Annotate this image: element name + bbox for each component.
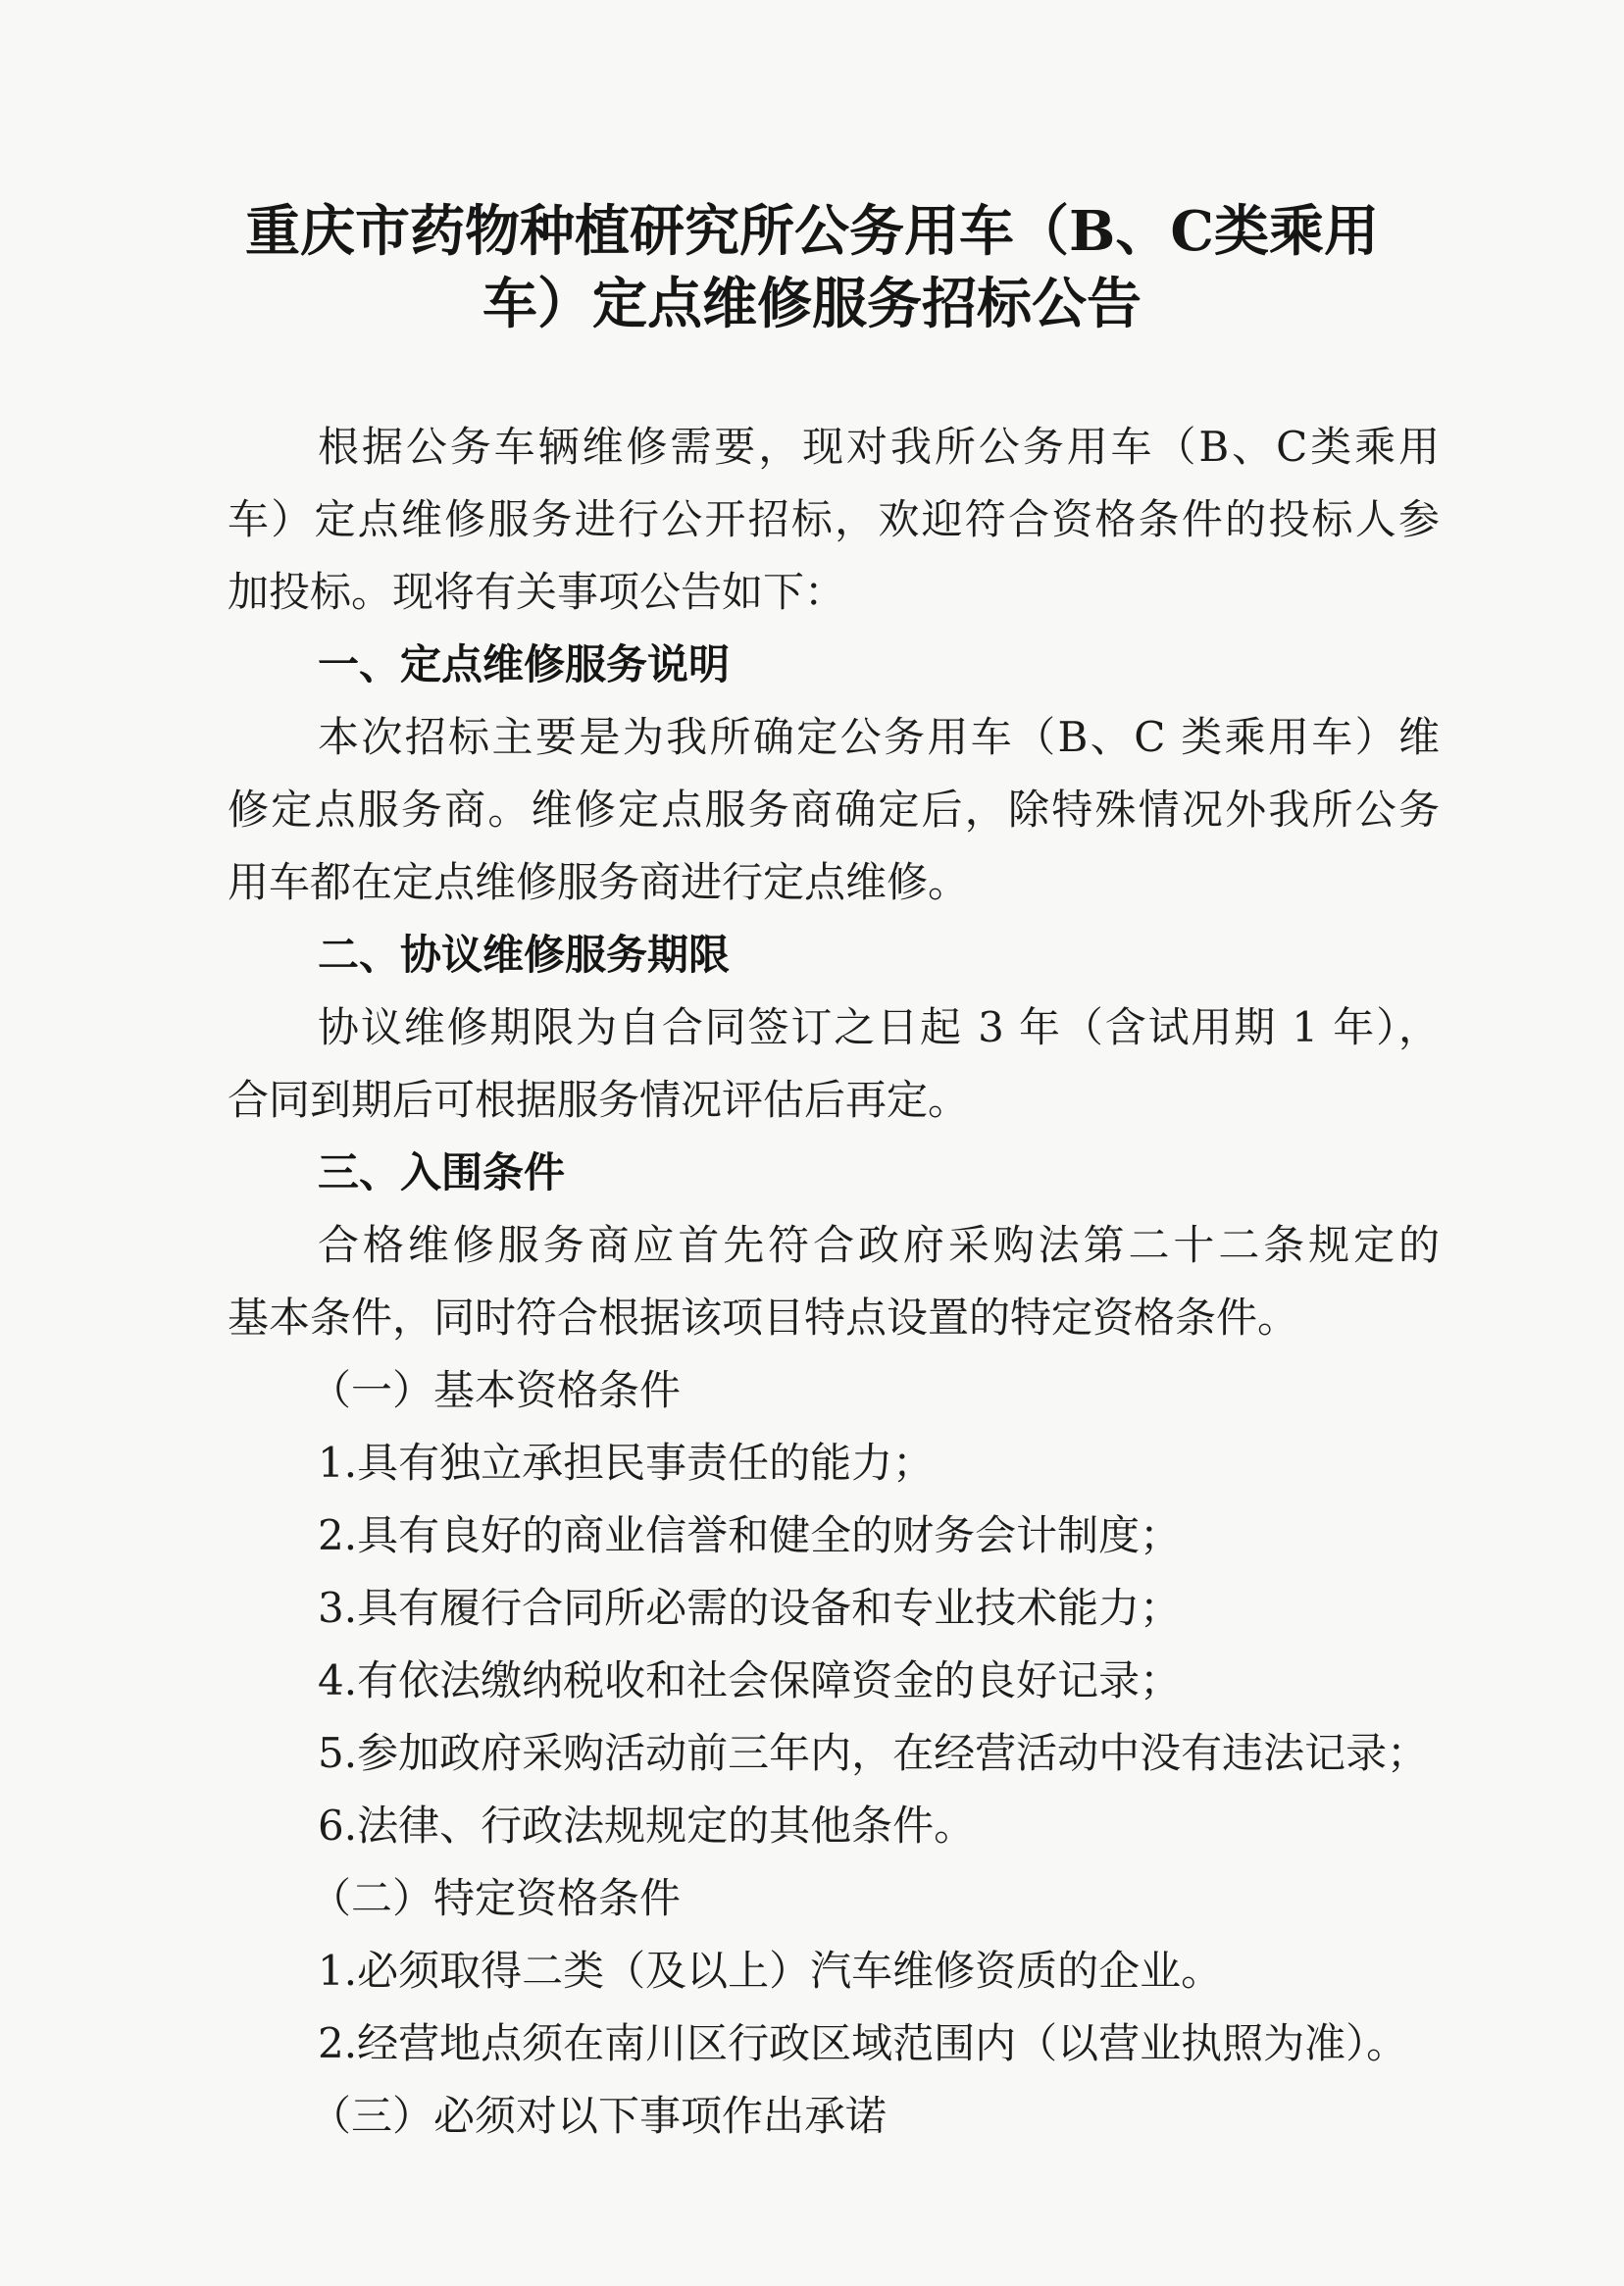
intro-line-1: 根据公务车辆维修需要，现对我所公务用车（B、C类乘用: [318, 423, 1440, 471]
section-1-line-2: 修定点服务商。维修定点服务商确定后，除特殊情况外我所公务: [228, 786, 1440, 834]
section-3-line-2: 基本条件，同时符合根据该项目特点设置的特定资格条件。: [228, 1294, 1299, 1342]
basic-item-6: 6.法律、行政法规规定的其他条件。: [318, 1802, 976, 1850]
specific-qualifications-heading: （二）特定资格条件: [310, 1874, 682, 1922]
basic-item-2: 2.具有良好的商业信誉和健全的财务会计制度；: [318, 1511, 1182, 1559]
document-title-line-2: 车）定点维修服务招标公告: [482, 272, 1142, 336]
basic-item-1: 1.具有独立承担民事责任的能力；: [318, 1439, 935, 1487]
section-2-heading: 二、协议维修服务期限: [318, 931, 731, 979]
section-3-heading: 三、入围条件: [318, 1148, 566, 1196]
section-3-line-1: 合格维修服务商应首先符合政府采购法第二十二条规定的: [318, 1221, 1440, 1269]
intro-line-3: 加投标。现将有关事项公告如下：: [228, 568, 846, 616]
section-1-line-1: 本次招标主要是为我所确定公务用车（B、C 类乘用车）维: [318, 713, 1440, 761]
basic-item-5: 5.参加政府采购活动前三年内，在经营活动中没有违法记录；: [318, 1729, 1429, 1777]
section-2-line-1: 协议维修期限为自合同签订之日起 3 年（含试用期 1 年），: [318, 1003, 1440, 1051]
specific-item-2: 2.经营地点须在南川区行政区域范围内（以营业执照为准）。: [318, 2019, 1408, 2067]
intro-line-2: 车）定点维修服务进行公开招标，欢迎符合资格条件的投标人参: [228, 495, 1440, 543]
commitment-heading: （三）必须对以下事项作出承诺: [310, 2092, 888, 2140]
specific-item-1: 1.必须取得二类（及以上）汽车维修资质的企业。: [318, 1947, 1223, 1995]
section-2-line-2: 合同到期后可根据服务情况评估后再定。: [228, 1076, 970, 1124]
section-1-line-3: 用车都在定点维修服务商进行定点维修。: [228, 858, 970, 906]
basic-item-3: 3.具有履行合同所必需的设备和专业技术能力；: [318, 1584, 1182, 1632]
document-title-line-1: 重庆市药物种植研究所公务用车（B、C类乘用: [245, 199, 1379, 264]
basic-item-4: 4.有依法缴纳税收和社会保障资金的良好记录；: [318, 1656, 1182, 1704]
basic-qualifications-heading: （一）基本资格条件: [310, 1366, 682, 1414]
section-1-heading: 一、定点维修服务说明: [318, 640, 731, 688]
